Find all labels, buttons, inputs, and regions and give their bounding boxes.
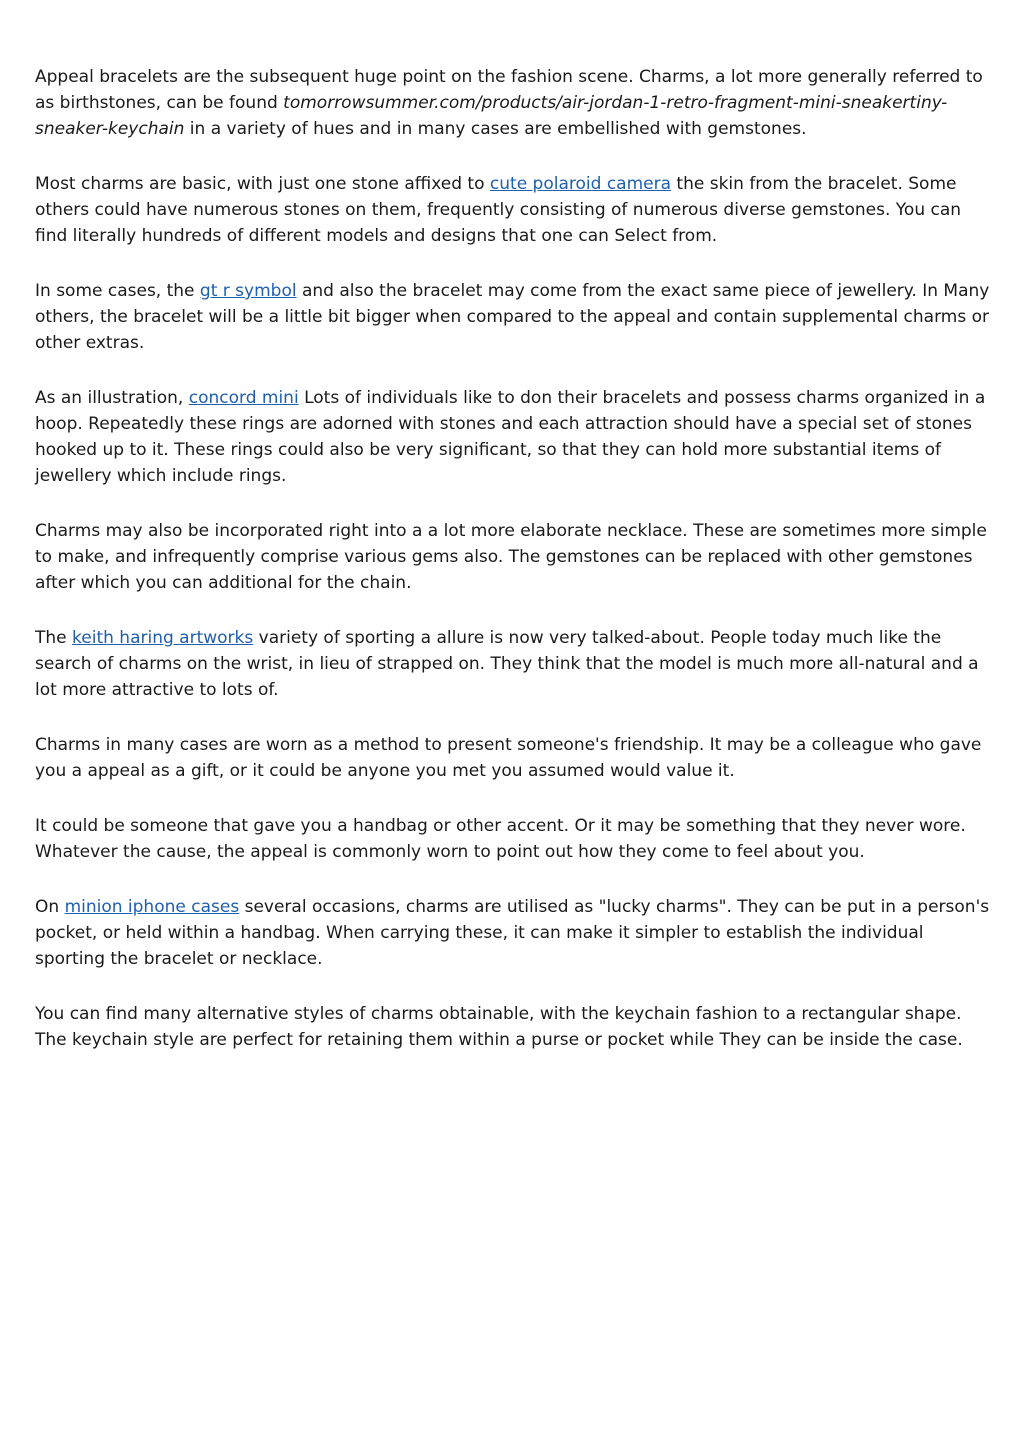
- paragraph-text: several occasions, charms are utilised as "lucky charms". They can be put in a person's pocket, or held within a handbag. When carrying these, it can make it simpler to establish the individual sporting the bracelet or necklace.: [35, 897, 990, 969]
- paragraph-1: [35, 64, 995, 142]
- italic-url-text: tomorrowsummer.com/products/air-jordan-1-retro-fragment-mini-sneakertiny-sneaker-keychain: [35, 93, 948, 139]
- paragraph-text: the skin from the bracelet. Some others could have numerous stones on them, frequently consisting of numerous diverse gemstones. You can find literally hundreds of different models and designs that one can Select from.: [35, 174, 962, 246]
- paragraph-text: The: [35, 628, 73, 648]
- paragraph-8: [35, 813, 995, 865]
- link-keith-haring-artworks[interactable]: keith haring artworks: [72, 628, 254, 648]
- paragraph-9: [35, 894, 995, 972]
- link-concord-mini[interactable]: concord mini: [188, 388, 299, 408]
- document-body: [35, 64, 995, 1082]
- paragraph-6: [35, 625, 995, 703]
- paragraph-text: It could be someone that gave you a handbag or other accent. Or it may be something that they never wore. Whatever the cause, the appeal is commonly worn to point out how they come to feel about you.: [35, 816, 966, 862]
- paragraph-10: [35, 1001, 995, 1053]
- paragraph-4: [35, 385, 995, 489]
- paragraph-text: Charms may also be incorporated right into a a lot more elaborate necklace. These are sometimes more simple to make, and infrequently comprise various gems also. The gemstones can be replaced with other gemstones after which you can additional for the chain.: [35, 521, 987, 593]
- paragraph-2: [35, 171, 995, 249]
- paragraph-text: variety of sporting a allure is now very talked-about. People today much like the search of charms on the wrist, in lieu of strapped on. They think that the model is much more all-natural and a lot more attractive to lots of.: [35, 628, 979, 700]
- paragraph-text: and also the bracelet may come from the exact same piece of jewellery. In Many others, the bracelet will be a little bit bigger when compared to the appeal and contain supplemental charms or other extras.: [35, 281, 990, 353]
- paragraph-text: Most charms are basic, with just one stone affixed to: [35, 174, 490, 194]
- paragraph-text: On: [35, 897, 65, 917]
- paragraph-text: As an illustration,: [35, 388, 189, 408]
- paragraph-text: Lots of individuals like to don their bracelets and possess charms organized in a hoop. Repeatedly these rings are adorned with stones and each attraction should have a special set of stones hooked up to it. These rings could also be very significant, so that they can hold more substantial items of jewellery which include rings.: [35, 388, 986, 486]
- paragraph-3: [35, 278, 995, 356]
- paragraph-text: Charms in many cases are worn as a method to present someone's friendship. It may be a colleague who gave you a appeal as a gift, or it could be anyone you met you assumed would value it.: [35, 735, 982, 781]
- paragraph-7: [35, 732, 995, 784]
- paragraph-5: [35, 518, 995, 596]
- link-cute-polaroid-camera[interactable]: cute polaroid camera: [489, 174, 672, 194]
- paragraph-text: In some cases, the: [35, 281, 200, 301]
- paragraph-text: Appeal bracelets are the subsequent huge point on the fashion scene. Charms, a lot more generally referred to as birthstones, can be found: [35, 67, 983, 113]
- paragraph-text: in a variety of hues and in many cases are embellished with gemstones.: [184, 119, 807, 139]
- link-minion-iphone-cases[interactable]: minion iphone cases: [64, 897, 240, 917]
- paragraph-text: You can find many alternative styles of charms obtainable, with the keychain fashion to a rectangular shape. The keychain style are perfect for retaining them within a purse or pocket while They can be inside the case.: [35, 1004, 963, 1050]
- link-gt-r-symbol[interactable]: gt r symbol: [199, 281, 297, 301]
